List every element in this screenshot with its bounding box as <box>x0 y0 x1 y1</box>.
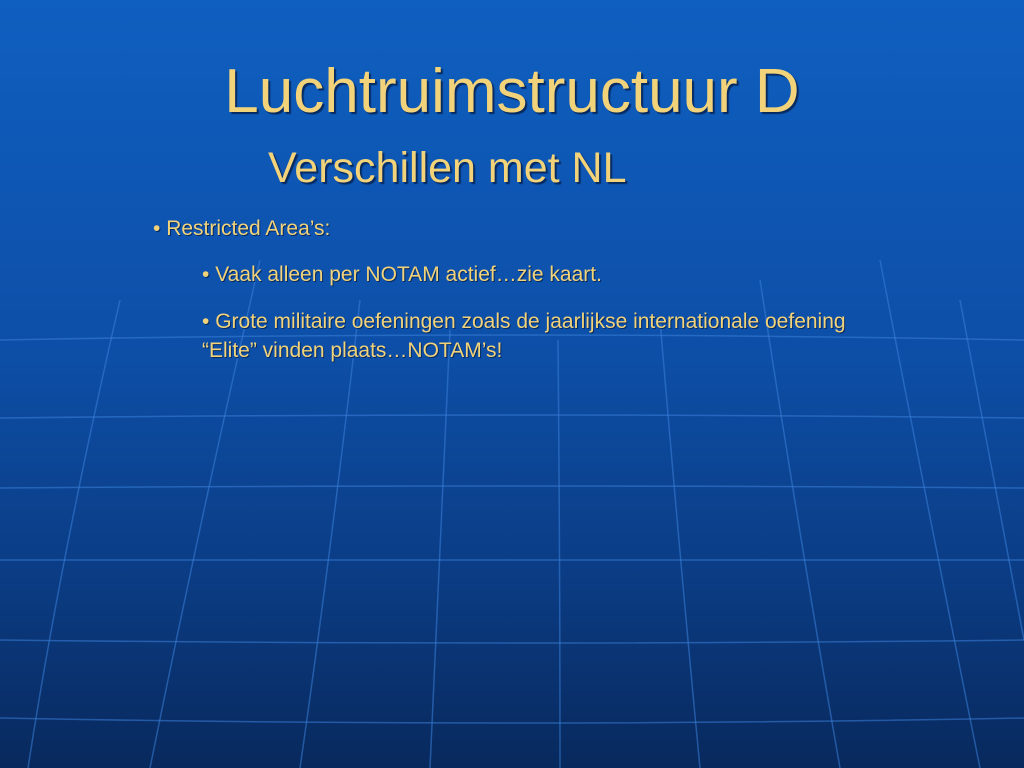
slide-subtitle: Verschillen met NL <box>268 144 627 192</box>
bullet-text: Grote militaire oefeningen zoals de jaarlijkse internationale oefening “Elite” vinden plaats…NOTAM’s! <box>202 310 846 362</box>
bullet-text: Restricted Area’s: <box>166 217 331 240</box>
slide-title: Luchtruimstructuur D <box>224 57 800 126</box>
bullet-restricted-areas <box>153 214 330 243</box>
bullet-text: Vaak alleen per NOTAM actief…zie kaart. <box>215 263 602 286</box>
bullet-marker: • <box>153 217 161 240</box>
bullet-military-exercises <box>202 307 862 365</box>
bullet-notam-active <box>202 260 602 289</box>
bullet-marker: • <box>202 310 210 333</box>
bullet-marker: • <box>202 263 210 286</box>
